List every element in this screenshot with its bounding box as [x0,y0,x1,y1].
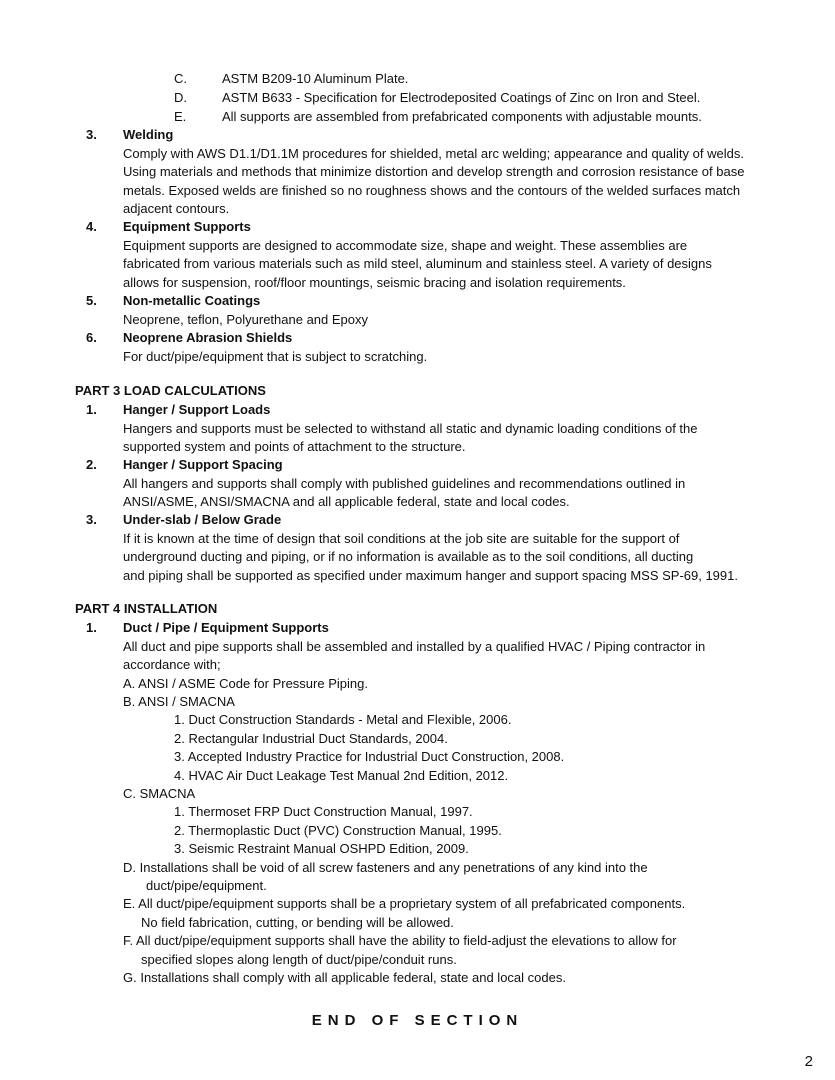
item-letter: E. [174,109,187,124]
section-number: 1. [86,402,97,417]
section-number: 1. [86,620,97,635]
sub-list-item: 3. Seismic Restraint Manual OSHPD Edition, 2009. [174,841,469,856]
end-of-section: END OF SECTION [311,1012,524,1029]
section-number: 3. [86,512,97,527]
section-line: accordance with; [123,657,221,672]
section-number: 4. [86,219,97,234]
section-number: 5. [86,293,97,308]
section-title: Hanger / Support Spacing [123,457,283,472]
section-line: For duct/pipe/equipment that is subject to scratching. [123,349,428,364]
section-title: Hanger / Support Loads [123,402,271,417]
section-number: 6. [86,330,97,345]
section-title: Duct / Pipe / Equipment Supports [123,620,329,635]
section-line: fabricated from various materials such as mild steel, aluminum and stainless steel. A variety of designs [123,256,712,271]
item-text: ASTM B209-10 Aluminum Plate. [222,71,409,86]
section-number: 3. [86,127,97,142]
section-line: Hangers and supports must be selected to withstand all static and dynamic loading conditions of the [123,421,698,436]
sub-list-item: 3. Accepted Industry Practice for Industrial Duct Construction, 2008. [174,749,565,764]
section-line: All duct and pipe supports shall be assembled and installed by a qualified HVAC / Piping contractor in [123,639,706,654]
sub-list-item: 2. Thermoplastic Duct (PVC) Construction Manual, 1995. [174,823,502,838]
section-number: 2. [86,457,97,472]
part-4-heading: PART 4 INSTALLATION [75,601,218,616]
sub-list-item: 4. HVAC Air Duct Leakage Test Manual 2nd Edition, 2012. [174,768,509,783]
sub-list-item: 2. Rectangular Industrial Duct Standards, 2004. [174,731,448,746]
list-item-e-cont: No field fabrication, cutting, or bending will be allowed. [141,915,454,930]
list-item-d-cont: duct/pipe/equipment. [146,878,267,893]
list-item-e: E. All duct/pipe/equipment supports shall be a proprietary system of all prefabricated components. [123,896,686,911]
item-letter: D. [174,90,187,105]
section-title: Non-metallic Coatings [123,293,261,308]
sub-list-item: 1. Duct Construction Standards - Metal and Flexible, 2006. [174,712,512,727]
section-line: All hangers and supports shall comply with published guidelines and recommendations outlined in [123,476,686,491]
section-title: Welding [123,127,174,142]
section-line: and piping shall be supported as specified under maximum hanger and support spacing MSS SP-69, 1991. [123,568,738,583]
section-title: Equipment Supports [123,219,251,234]
item-text: ASTM B633 - Specification for Electrodeposited Coatings of Zinc on Iron and Steel. [222,90,701,105]
section-line: allows for suspension, roof/floor mountings, seismic bracing and isolation requirements. [123,275,626,290]
section-line: metals. Exposed welds are finished so no roughness shows and the contours of the welded surfaces match [123,183,741,198]
list-item-b: B. ANSI / SMACNA [123,694,235,709]
list-item-g: G. Installations shall comply with all applicable federal, state and local codes. [123,970,566,985]
section-line: adjacent contours. [123,201,230,216]
list-item-f-cont: specified slopes along length of duct/pipe/conduit runs. [141,952,457,967]
page-number: 2 [804,1053,813,1070]
list-item-f: F. All duct/pipe/equipment supports shall have the ability to field-adjust the elevations to allow for [123,933,677,948]
section-line: underground ducting and piping, or if no information is available as to the soil conditions, all ducting [123,549,694,564]
item-letter: C. [174,71,187,86]
section-line: supported system and points of attachment to the structure. [123,439,466,454]
section-line: ANSI/ASME, ANSI/SMACNA and all applicable federal, state and local codes. [123,494,570,509]
section-line: Using materials and methods that minimize distortion and develop strength and corrosion resistance of base [123,164,745,179]
sub-list-item: 1. Thermoset FRP Duct Construction Manual, 1997. [174,804,473,819]
list-item-d: D. Installations shall be void of all screw fasteners and any penetrations of any kind into the [123,860,648,875]
section-line: Equipment supports are designed to accommodate size, shape and weight. These assemblies are [123,238,688,253]
item-text: All supports are assembled from prefabricated components with adjustable mounts. [222,109,702,124]
list-item-c: C. SMACNA [123,786,196,801]
section-title: Neoprene Abrasion Shields [123,330,293,345]
section-title: Under-slab / Below Grade [123,512,282,527]
part-3-heading: PART 3 LOAD CALCULATIONS [75,383,266,398]
section-line: Neoprene, teflon, Polyurethane and Epoxy [123,312,369,327]
list-item-a: A. ANSI / ASME Code for Pressure Piping. [123,676,368,691]
section-line: Comply with AWS D1.1/D1.1M procedures for shielded, metal arc welding; appearance and quality of welds. [123,146,744,161]
section-line: If it is known at the time of design that soil conditions at the job site are suitable for the support of [123,531,680,546]
